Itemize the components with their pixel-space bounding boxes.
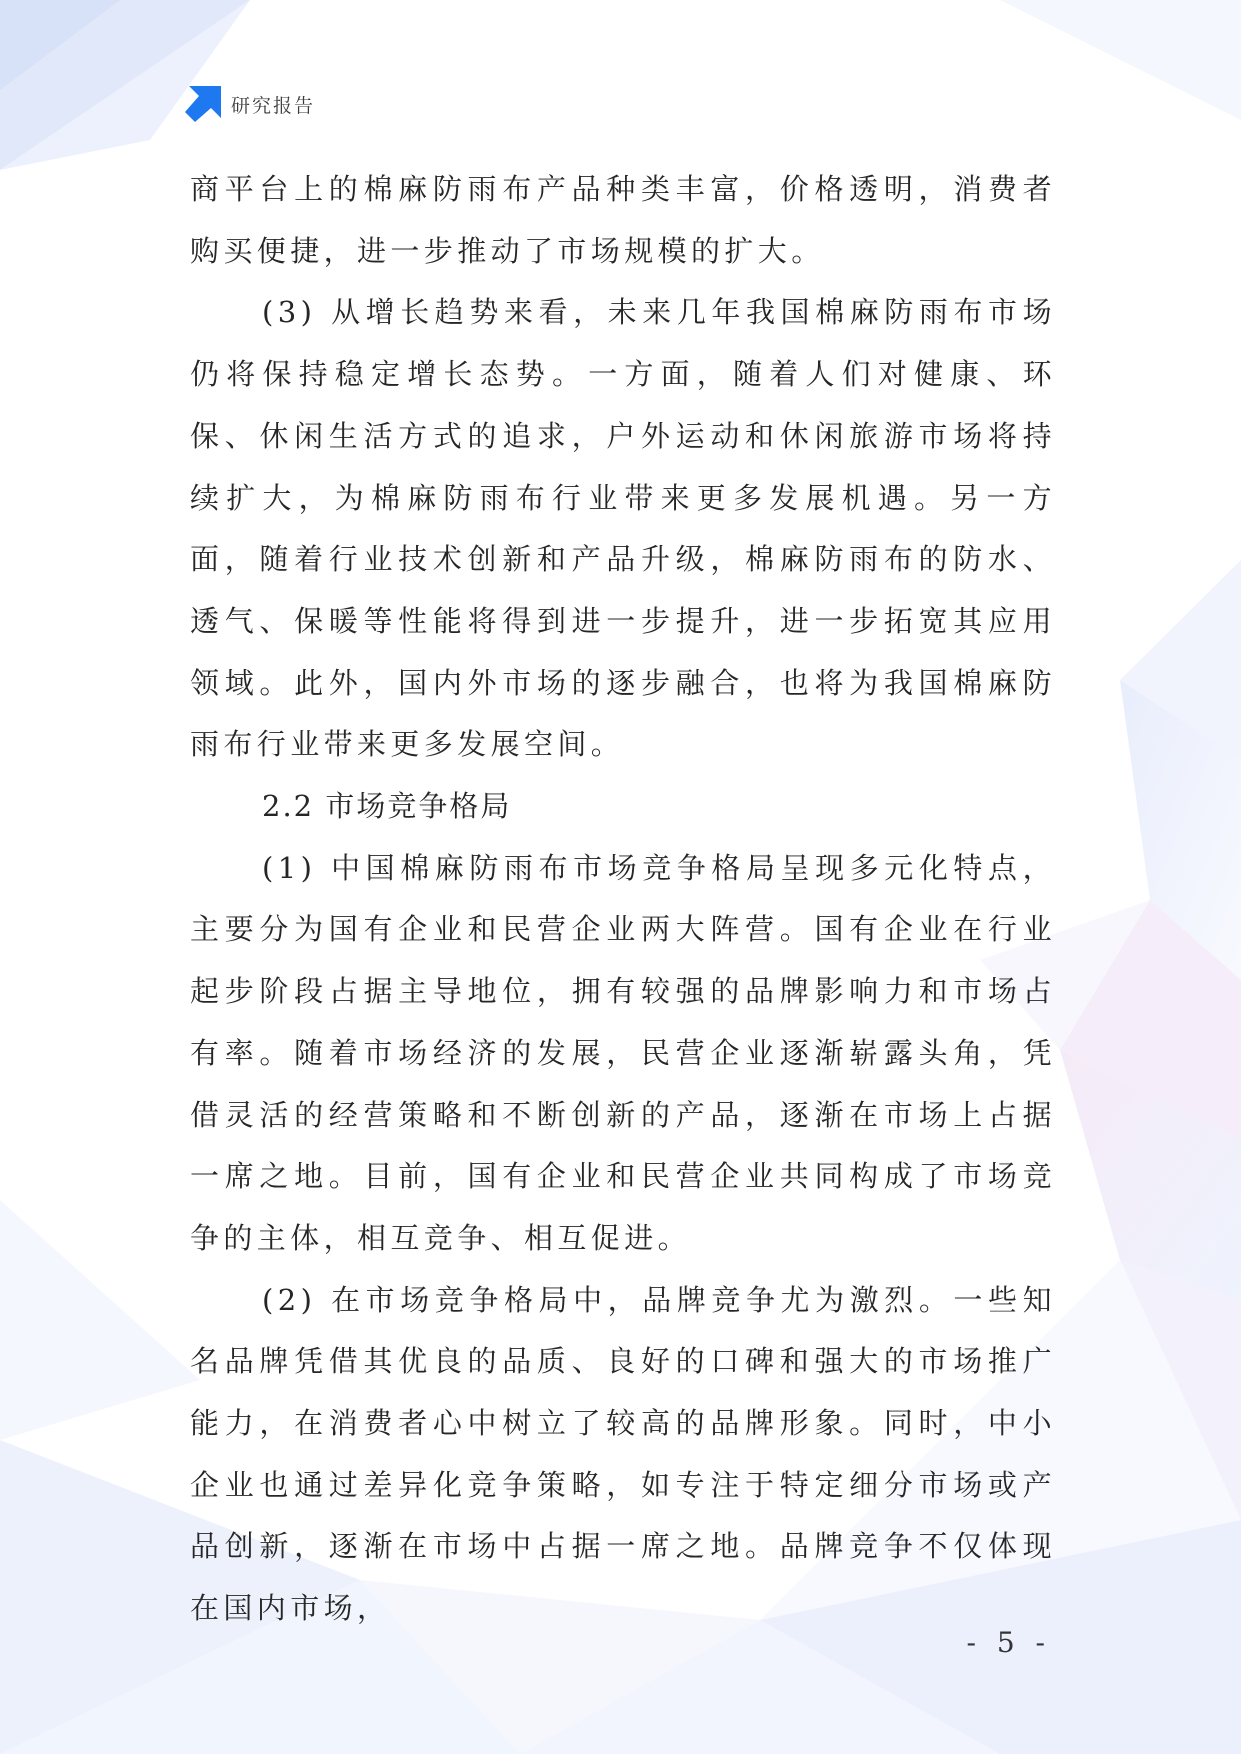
page-number: - 5 - <box>966 1626 1051 1659</box>
paragraph-continuation: 商平台上的棉麻防雨布产品种类丰富，价格透明，消费者购买便捷，进一步推动了市场规模的扩大。 <box>190 172 1056 268</box>
paragraph-competition-1: (1) 中国棉麻防雨布市场竞争格局呈现多元化特点，主要分为国有企业和民营企业两大阵营。国有企业在行业起步阶段占据主导地位，拥有较强的品牌影响力和市场占有率。随着市场经济的发展，民营企业逐渐崭露头角，凭借灵活的经营策略和不断创新的产品，逐渐在市场上占据一席之地。目前，国有企业和民营企业共同构成了市场竞争的主体，相互竞争、相互促进。 <box>190 850 1056 1255</box>
report-header <box>185 86 315 122</box>
report-body <box>190 159 1056 1640</box>
arrow-up-right-logo-icon <box>185 86 221 122</box>
paragraph-growth-trend: (3) 从增长趋势来看，未来几年我国棉麻防雨布市场仍将保持稳定增长态势。一方面，随着人们对健康、环保、休闲生活方式的追求，户外运动和休闲旅游市场将持续扩大，为棉麻防雨布行业带来更多发展机遇。另一方面，随着行业技术创新和产品升级，棉麻防雨布的防水、透气、保暖等性能将得到进一步提升，进一步拓宽其应用领域。此外，国内外市场的逐步融合，也将为我国棉麻防雨布行业带来更多发展空间。 <box>190 295 1056 762</box>
paragraph-competition-2: (2) 在市场竞争格局中，品牌竞争尤为激烈。一些知名品牌凭借其优良的品质、良好的口碑和强大的市场推广能力，在消费者心中树立了较高的品牌形象。同时，中小企业也通过差异化竞争策略，如专注于特定细分市场或产品创新，逐渐在市场中占据一席之地。品牌竞争不仅体现在国内市场， <box>190 1282 1056 1626</box>
header-title: 研究报告 <box>231 94 316 117</box>
section-heading: 2.2 市场竞争格局 <box>262 789 512 824</box>
